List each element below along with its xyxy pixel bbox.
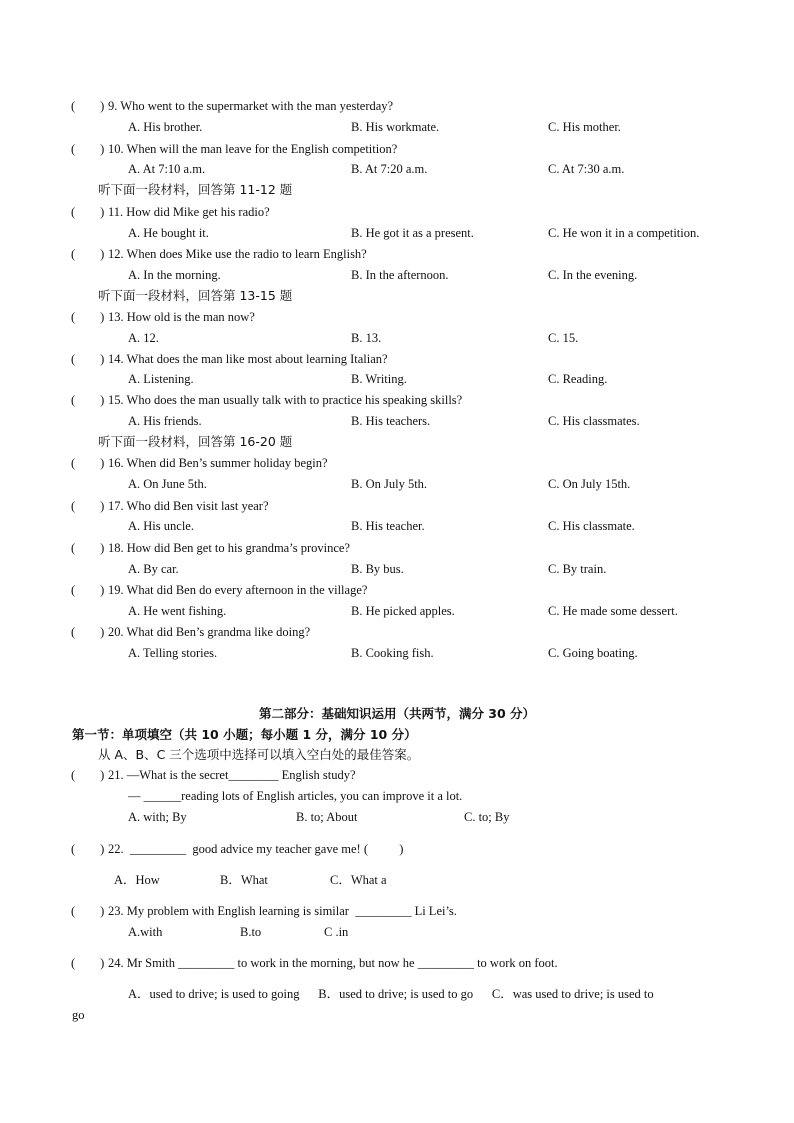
- option-c: C. On July 15th.: [548, 477, 631, 491]
- option-a: A. 12.: [128, 331, 159, 345]
- answer-blank[interactable]: ( ): [71, 99, 105, 113]
- question-13: 13. How old is the man now?: [108, 310, 255, 324]
- question-18: 18. How did Ben get to his grandma’s province?: [108, 541, 350, 555]
- answer-blank[interactable]: ( ): [71, 904, 105, 918]
- option-c: C. 15.: [548, 331, 579, 345]
- option-a: A. Listening.: [128, 372, 194, 386]
- option-c: C. He won it in a competition.: [548, 226, 700, 240]
- answer-blank[interactable]: ( ): [71, 352, 105, 366]
- question-20: 20. What did Ben’s grandma like doing?: [108, 625, 311, 639]
- option-b: B. His teacher.: [351, 519, 425, 533]
- option-c: C. His classmates.: [548, 414, 640, 428]
- answer-blank[interactable]: ( ): [71, 142, 105, 156]
- option-c: C. In the evening.: [548, 268, 638, 282]
- listening-instruction: 听下面一段材料，回答第 16-20 题: [98, 434, 293, 449]
- listening-instruction: 听下面一段材料，回答第 13-15 题: [98, 288, 293, 303]
- answer-blank[interactable]: ( ): [71, 393, 105, 407]
- section-directions: 从 A、B、C 三个选项中选择可以填入空白处的最佳答案。: [98, 747, 420, 762]
- answer-blank[interactable]: ( ): [71, 625, 105, 639]
- option-a: A. In the morning.: [128, 268, 221, 282]
- option-a: A. By car.: [128, 562, 179, 576]
- option-b: B. His workmate.: [351, 120, 440, 134]
- option-a: A. His uncle.: [128, 519, 194, 533]
- option-a: A. On June 5th.: [128, 477, 207, 491]
- option-b: B. Writing.: [351, 372, 407, 386]
- question-22: 22. _________ good advice my teacher gave me! ( ): [108, 842, 404, 856]
- question-24-options-wrap: go: [72, 1008, 85, 1022]
- option-b: B. He picked apples.: [351, 604, 455, 618]
- option-b: B. to; About: [296, 810, 358, 824]
- answer-blank[interactable]: ( ): [71, 456, 105, 470]
- question-12: 12. When does Mike use the radio to learn English?: [108, 247, 367, 261]
- answer-blank[interactable]: ( ): [71, 956, 105, 970]
- answer-blank[interactable]: ( ): [71, 247, 105, 261]
- option-a: A. He bought it.: [128, 226, 209, 240]
- option-a: A．How: [114, 873, 160, 887]
- answer-blank[interactable]: ( ): [71, 310, 105, 324]
- option-a: A. His friends.: [128, 414, 202, 428]
- option-c: C. At 7:30 a.m.: [548, 162, 625, 176]
- option-b: B. His teachers.: [351, 414, 431, 428]
- option-a: A. Telling stories.: [128, 646, 218, 660]
- option-c: C. By train.: [548, 562, 607, 576]
- question-11: 11. How did Mike get his radio?: [108, 205, 270, 219]
- option-a: A. with; By: [128, 810, 187, 824]
- question-14: 14. What does the man like most about learning Italian?: [108, 352, 388, 366]
- option-b: B. By bus.: [351, 562, 404, 576]
- section-one-title: 第一节：单项填空（共 10 小题；每小题 1 分，满分 10 分）: [72, 727, 417, 742]
- option-b: B. He got it as a present.: [351, 226, 474, 240]
- option-c: C．What a: [330, 873, 387, 887]
- option-b: B. Cooking fish.: [351, 646, 434, 660]
- option-a: A.with: [128, 925, 163, 939]
- option-a: A. He went fishing.: [128, 604, 227, 618]
- part-two-title: 第二部分：基础知识运用（共两节，满分 30 分）: [258, 706, 536, 721]
- question-10: 10. When will the man leave for the English competition?: [108, 142, 398, 156]
- question-21-response: — ______reading lots of English articles, you can improve it a lot.: [128, 789, 463, 803]
- question-15: 15. Who does the man usually talk with to practice his speaking skills?: [108, 393, 463, 407]
- answer-blank[interactable]: ( ): [71, 842, 105, 856]
- option-c: C .in: [324, 925, 349, 939]
- option-c: C. Going boating.: [548, 646, 638, 660]
- option-b: B．What: [220, 873, 268, 887]
- option-c: C. to; By: [464, 810, 510, 824]
- listening-instruction: 听下面一段材料，回答第 11-12 题: [98, 182, 293, 197]
- question-24-options: A．used to drive; is used to going B．used to drive; is used to go C．was used to drive; is used to: [128, 987, 654, 1001]
- question-19: 19. What did Ben do every afternoon in the village?: [108, 583, 368, 597]
- option-b: B. At 7:20 a.m.: [351, 162, 428, 176]
- answer-blank[interactable]: ( ): [71, 205, 105, 219]
- option-a: A. His brother.: [128, 120, 203, 134]
- option-b: B.to: [240, 925, 262, 939]
- question-23: 23. My problem with English learning is similar _________ Li Lei’s.: [108, 904, 457, 918]
- option-c: C. He made some dessert.: [548, 604, 678, 618]
- option-c: C. Reading.: [548, 372, 608, 386]
- answer-blank[interactable]: ( ): [71, 583, 105, 597]
- option-a: A. At 7:10 a.m.: [128, 162, 206, 176]
- question-24: 24. Mr Smith _________ to work in the morning, but now he _________ to work on foot.: [108, 956, 558, 970]
- answer-blank[interactable]: ( ): [71, 541, 105, 555]
- option-b: B. In the afternoon.: [351, 268, 449, 282]
- question-16: 16. When did Ben’s summer holiday begin?: [108, 456, 328, 470]
- question-17: 17. Who did Ben visit last year?: [108, 499, 269, 513]
- option-c: C. His mother.: [548, 120, 621, 134]
- answer-blank[interactable]: ( ): [71, 768, 105, 782]
- option-c: C. His classmate.: [548, 519, 635, 533]
- option-b: B. 13.: [351, 331, 382, 345]
- option-b: B. On July 5th.: [351, 477, 428, 491]
- question-9: 9. Who went to the supermarket with the man yesterday?: [108, 99, 394, 113]
- question-21: 21. —What is the secret________ English study?: [108, 768, 356, 782]
- answer-blank[interactable]: ( ): [71, 499, 105, 513]
